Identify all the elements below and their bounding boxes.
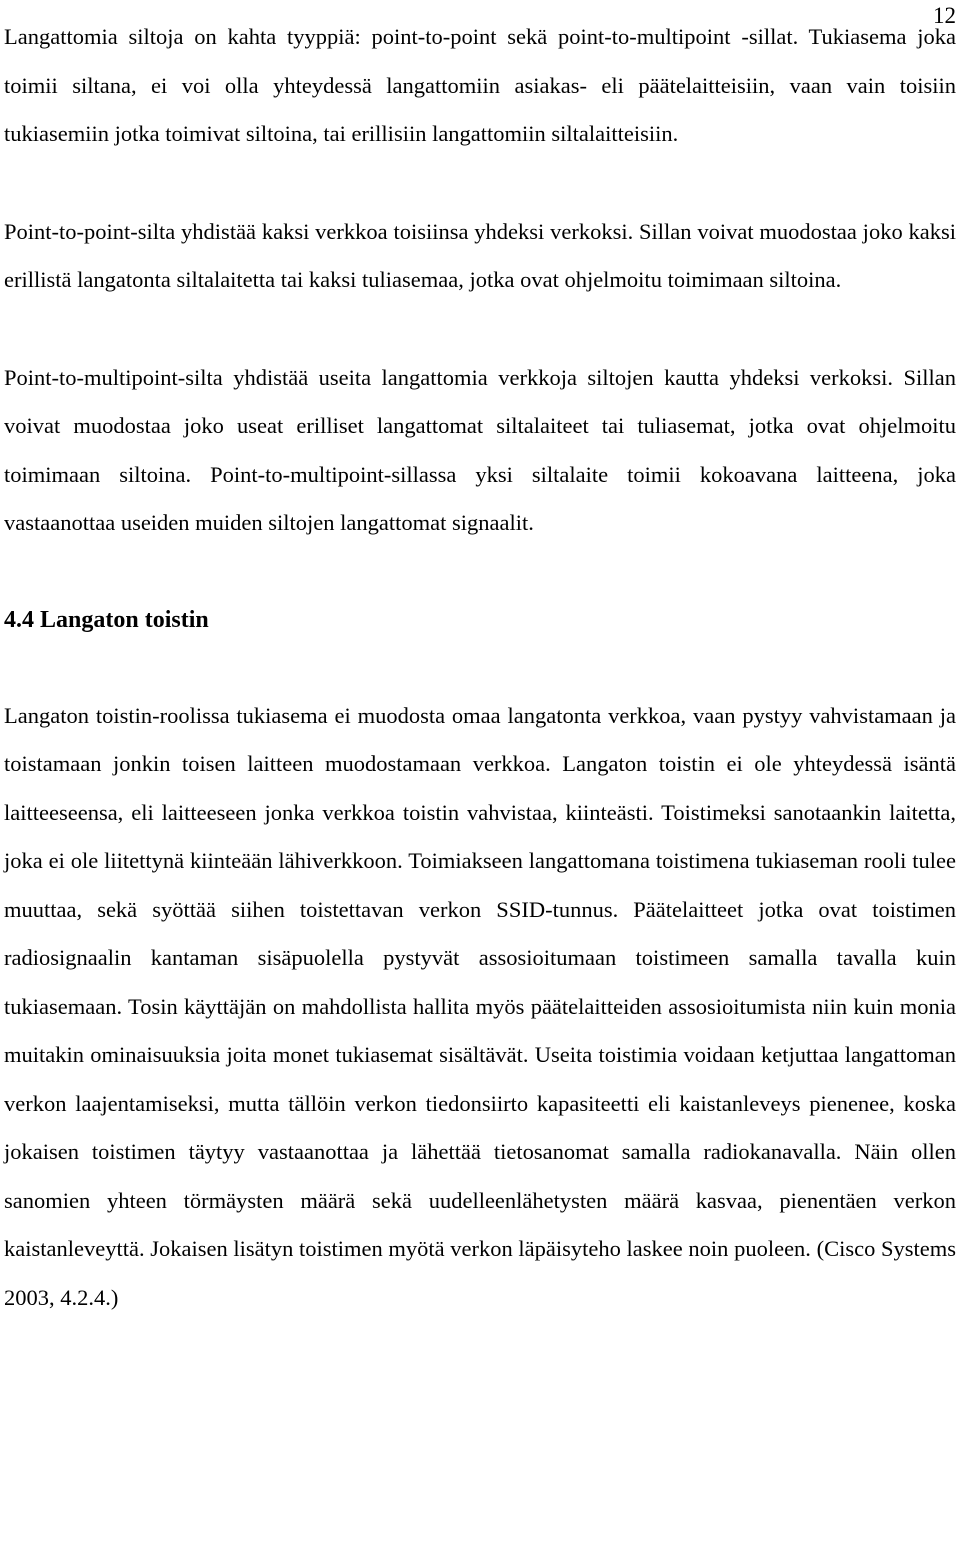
section-heading: 4.4 Langaton toistin	[4, 606, 209, 633]
paragraph-point-to-point: Point-to-point-silta yhdistää kaksi verkkoa toisiinsa yhdeksi verkoksi. Sillan voivat muodostaa joko kaksi erillistä langatonta siltalaitetta tai kaksi tuliasemaa, jotka ovat ohjelmoitu toimimaan siltoina.	[4, 218, 956, 292]
document-body	[4, 13, 956, 1322]
paragraph-repeater: Langaton toistin-roolissa tukiasema ei muodosta omaa langatonta verkkoa, vaan pystyy vahvistamaan ja toistamaan jonkin toisen laitteen muodostamaan verkkoa. Langaton toistin ei ole yhteydessä isäntä laitteeseensa, eli laitteeseen jonka verkkoa toistin vahvistaa, kiinteästi. Toistimeksi sanotaankin laitetta, joka ei ole liitettynä kiinteään lähiverkkoon. Toimiakseen langattomana toistimena tukiaseman rooli tulee muuttaa, sekä syöttää siihen toistettavan verkon SSID-tunnus. Päätelaitteet jotka ovat toistimen radiosignaalin kantaman sisäpuolella pystyvät assosioitumaan toistimeen samalla tavalla kuin tukiasemaan. Tosin käyttäjän on mahdollista hallita myös päätelaitteiden assosioitumista niin kuin monia muitakin ominaisuuksia joita monet tukiasemat sisältävät. Useita toistimia voidaan ketjuttaa langattoman verkon laajentamiseksi, mutta tällöin verkon tiedonsiirto kapasiteetti eli kaistanleveys pienenee, koska jokaisen toistimen täytyy vastaanottaa ja lähettää tietosanomat samalla radiokanavalla. Näin ollen sanomien yhteen törmäysten määrä sekä uudelleenlähetysten määrä kasvaa, pienentäen verkon kaistanleveyttä. Jokaisen lisätyn toistimen myötä verkon läpäisyteho laskee noin puoleen. (Cisco Systems 2003, 4.2.4.)	[4, 702, 956, 1310]
paragraph-point-to-multipoint: Point-to-multipoint-silta yhdistää useita langattomia verkkoja siltojen kautta yhdeksi verkoksi. Sillan voivat muodostaa joko useat erilliset langattomat siltalaiteet tai tuliasemat, jotka ovat ohjelmoitu toimimaan siltoina. Point-to-multipoint-sillassa yksi siltalaite toimii kokoavana laitteena, joka vastaanottaa useiden muiden siltojen langattomat signaalit.	[4, 364, 956, 535]
paragraph-bridge-types: Langattomia siltoja on kahta tyyppiä: point-to-point sekä point-to-multipoint -sillat. Tukiasema joka toimii siltana, ei voi olla yhteydessä langattomiin asiakas- eli päätelaitteisiin, vaan vain toisiin tukiasemiin jotka toimivat siltoina, tai erillisiin langattomiin siltalaitteisiin.	[4, 24, 956, 146]
page-number: 12	[933, 3, 956, 28]
